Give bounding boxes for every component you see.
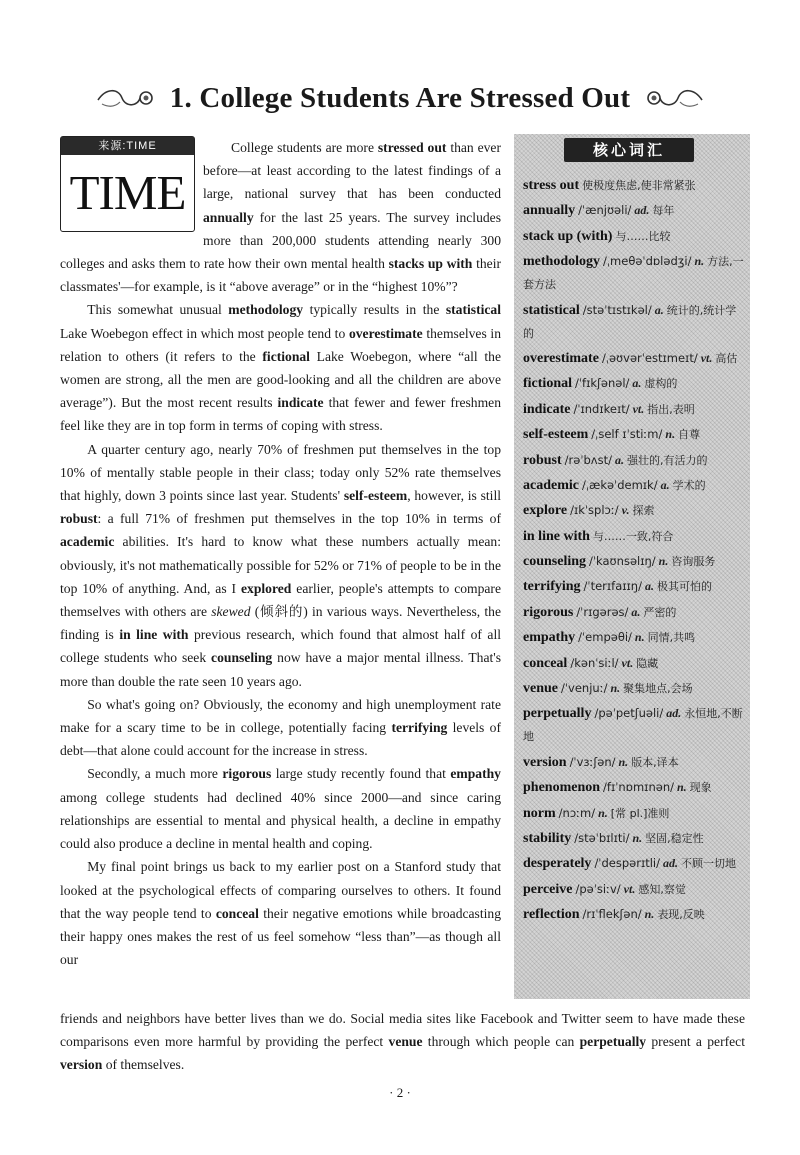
vocab-word: explore xyxy=(523,503,568,519)
vocab-definition: 感知,察觉 xyxy=(638,882,686,896)
vocab-phonetic: /ˌself ɪˈstiːm/ xyxy=(591,427,663,442)
vocab-phonetic: /fɪˈnɒmɪnən/ xyxy=(603,780,674,795)
vocab-definition: [常 pl.]准则 xyxy=(610,806,670,820)
vocab-phonetic: /ˈfɪkʃənəl/ xyxy=(575,376,630,391)
paragraph-5: Secondly, a much more rigorous large study recently found that empathy among college students had declined 40% since 2000—and since caring relationships are essential to mental and physical health, a decline in empathy could also produce a decline in mental health and coping. xyxy=(60,766,501,852)
article-title: 1. College Students Are Stressed Out xyxy=(169,81,631,114)
vocab-word: reflection xyxy=(523,907,580,923)
vocab-entry xyxy=(523,802,745,825)
vocab-pos: a. xyxy=(632,376,642,391)
vocab-pos: n. xyxy=(665,427,676,442)
vocab-definition: 版本,译本 xyxy=(631,755,679,769)
vocab-word: stress out xyxy=(523,178,580,193)
vocab-word: indicate xyxy=(523,401,571,417)
vocab-entry xyxy=(523,550,745,573)
vocab-entry xyxy=(523,652,745,675)
vocab-pos: ad. xyxy=(634,203,650,218)
vocab-word: in line with xyxy=(523,528,590,544)
vocab-word: stability xyxy=(523,830,572,846)
vocab-pos: a. xyxy=(614,452,624,467)
vocab-entry xyxy=(523,677,745,700)
vocab-definition: 咨询服务 xyxy=(671,555,716,569)
vocabulary-panel xyxy=(514,134,750,999)
vocab-pos: n. xyxy=(676,780,687,795)
vocab-word: desperately xyxy=(523,856,592,872)
vocab-pos: n. xyxy=(618,754,629,769)
vocab-word: methodology xyxy=(523,254,600,270)
vocab-phonetic: /stəˈbɪlɪti/ xyxy=(574,830,630,845)
vocab-entry xyxy=(523,474,745,497)
vocab-word: rigorous xyxy=(523,604,574,620)
vocab-word: fictional xyxy=(523,376,572,392)
paragraph-2: This somewhat unusual methodology typically results in the statistical Lake Woebegon effect in which most people tend to overestimate themselves in relation to others (it refers to the fictional Lake Woebegon, where “all the women are strong, all the men are good-looking and all the children are above average”). But the most recent results indicate that fewer and fewer freshmen feel like they are in top form in terms of coping with stress. xyxy=(60,302,501,434)
vocab-phonetic: /ˈɪndɪkeɪt/ xyxy=(573,401,630,416)
vocab-pos: ad. xyxy=(666,706,682,721)
vocab-entry xyxy=(523,174,745,197)
vocab-entry xyxy=(523,199,745,222)
vocab-entry xyxy=(523,499,745,522)
vocab-word: academic xyxy=(523,477,579,493)
paragraph-1: College students are more stressed out than ever before—at least according to the latest findings of a large, national survey that has been conducted annually for the last 25 years. The survey includes more than 200,000 students attending nearly 300 colleges and asks them to rate how their own mental health stacks up with their classmates'—for example, is it “above average” or in the “highest 10%”? xyxy=(60,140,501,295)
vocab-pos: vt. xyxy=(621,655,634,670)
article-body-bottom xyxy=(60,1007,745,1077)
vocab-entry xyxy=(523,776,745,799)
vocab-word: empathy xyxy=(523,630,576,646)
vocab-word: conceal xyxy=(523,655,568,671)
vocab-pos: v. xyxy=(621,503,630,518)
vocab-definition: 虚构的 xyxy=(644,377,678,391)
vocab-entry xyxy=(523,423,745,446)
vocab-phonetic: /ɪkˈsplɔː/ xyxy=(570,503,619,518)
vocabulary-heading: 核心词汇 xyxy=(564,138,694,162)
vocab-definition: 使极度焦虑,使非常紧张 xyxy=(582,179,696,192)
vocab-word: norm xyxy=(523,805,556,821)
paragraph-3: A quarter century ago, nearly 70% of freshmen put themselves in the top 10% of mentally stable people in their class; today only 52% rate themselves that highly, down 3 points since last year. Students' self-esteem, however, is still robust: a full 71% of freshmen put themselves in the top 10% in terms of academic abilities. It's hard to know what these numbers actually mean: obviously, it's not mathematically possible for 52% or 71% of people to be in the top 10% of anything. And, as I explored earlier, people's attempts to compare themselves with others are skewed (倾斜的) in various ways. Nevertheless, the finding is in line with previous research, which found that almost half of all college students who seek counseling now have a major mental illness. That's more than double the rate seen 10 years ago. xyxy=(60,441,502,689)
vocab-entry xyxy=(523,751,745,774)
vocab-pos: n. xyxy=(610,681,621,696)
page-number: · 2 · xyxy=(389,1085,411,1100)
vocab-entry xyxy=(523,878,745,901)
page-title xyxy=(0,80,800,115)
vocab-phonetic: /kənˈsiːl/ xyxy=(570,655,619,670)
vocab-phonetic: /ˈterɪfaɪɪŋ/ xyxy=(583,579,642,594)
vocab-entry xyxy=(523,347,745,370)
vocab-definition: 强壮的,有活力的 xyxy=(626,453,708,467)
vocab-phonetic: /stəˈtɪstɪkəl/ xyxy=(582,302,652,317)
vocab-definition: 表现,反映 xyxy=(657,908,705,922)
vocab-word: self-esteem xyxy=(523,427,589,443)
vocab-pos: a. xyxy=(631,604,641,619)
vocab-phonetic: /ˈkaʊnsəlɪŋ/ xyxy=(589,554,656,569)
vocab-definition: 指出,表明 xyxy=(647,402,695,416)
vocab-entry xyxy=(523,852,745,875)
vocab-definition: 坚固,稳定性 xyxy=(645,831,704,845)
vocab-phonetic: /rəˈbʌst/ xyxy=(564,452,612,467)
vocab-entry xyxy=(523,827,745,850)
vocab-definition: 同情,共鸣 xyxy=(647,631,696,645)
vocab-phonetic: /ˌækəˈdemɪk/ xyxy=(581,477,658,492)
vocab-entry xyxy=(523,299,745,345)
vocab-phonetic: /pəˈpetʃuəli/ xyxy=(594,706,664,721)
paragraph-6: My final point brings us back to my earlier post on a Stanford study that looked at the psychological effects of comparing ourselves to others. It found that the way people tend to conceal their negative emotions while broadcasting their happy ones makes the rest of us feel somehow “less than”—as though all our xyxy=(60,859,501,968)
vocab-definition: 现象 xyxy=(689,781,712,795)
vocab-phonetic: /rɪˈflekʃən/ xyxy=(582,907,642,922)
vocab-entry xyxy=(523,250,745,296)
vocab-entry xyxy=(523,702,745,748)
vocab-definition: 方法,一套方法 xyxy=(523,255,744,292)
vocab-word: perpetually xyxy=(523,706,592,722)
vocab-word: statistical xyxy=(523,302,580,318)
vocab-pos: a. xyxy=(654,302,664,317)
vocab-entry xyxy=(523,372,745,395)
vocab-definition: 统计的,统计学的 xyxy=(523,303,737,340)
vocab-word: terrifying xyxy=(523,579,581,595)
vocab-definition: 与……比较 xyxy=(615,229,671,243)
vocab-pos: ad. xyxy=(663,856,678,871)
vocab-definition: 隐藏 xyxy=(636,656,659,670)
vocab-definition: 自尊 xyxy=(678,428,701,442)
vocab-phonetic: /ˈænjʊəli/ xyxy=(578,203,632,218)
left-flourish-icon xyxy=(96,86,154,110)
vocab-phonetic: /ˈdespərɪtli/ xyxy=(594,856,660,871)
vocab-phonetic: /ˈrɪgərəs/ xyxy=(576,604,629,619)
vocab-entry xyxy=(523,398,745,421)
paragraph-4: So what's going on? Obviously, the economy and high unemployment rate make for a scary time to be in college, potentially facing terrifying levels of debt—that alone could account for the increase in stress. xyxy=(60,696,501,759)
vocab-word: overestimate xyxy=(523,350,599,366)
vocab-word: phenomenon xyxy=(523,780,601,796)
vocab-entry xyxy=(523,575,745,598)
vocab-word: annually xyxy=(523,203,576,219)
vocab-definition: 学术的 xyxy=(672,478,706,492)
vocab-pos: n. xyxy=(632,830,643,845)
paragraph-6-continued: friends and neighbors have better lives than we do. Social media sites like Facebook and Twitter seem to have made these comparisons even more harmful by providing the perfect venue through which people can perpetually present a perfect version of themselves. xyxy=(60,1011,745,1073)
vocab-entry xyxy=(523,903,745,926)
vocab-pos: n. xyxy=(634,630,645,645)
vocab-entry xyxy=(523,601,745,624)
vocab-definition: 探索 xyxy=(632,504,655,518)
vocab-pos: n. xyxy=(598,805,608,820)
vocab-entry xyxy=(523,449,745,472)
vocab-definition: 与……一致,符合 xyxy=(592,529,674,543)
vocab-pos: n. xyxy=(694,254,705,269)
vocab-phonetic: /ˌəʊvərˈestɪmeɪt/ xyxy=(601,350,698,365)
vocab-pos: n. xyxy=(644,907,655,922)
vocab-word: stack up (with) xyxy=(523,228,613,244)
vocab-phonetic: /ˈvɜːʃən/ xyxy=(569,754,616,769)
vocab-pos: a. xyxy=(660,477,670,492)
vocab-definition: 永恒地,不断地 xyxy=(523,707,743,744)
vocab-word: robust xyxy=(523,452,562,468)
vocab-entry xyxy=(523,225,745,248)
vocab-phonetic: /nɔːm/ xyxy=(558,805,596,820)
vocabulary-list xyxy=(523,174,745,929)
source-label: 来源:TIME xyxy=(61,137,194,155)
vocab-entry xyxy=(523,525,745,548)
right-flourish-icon xyxy=(646,86,704,110)
vocab-pos: a. xyxy=(644,579,654,594)
vocab-entry xyxy=(523,626,745,649)
vocab-pos: vt. xyxy=(632,401,645,416)
vocab-definition: 每年 xyxy=(652,204,675,218)
vocab-word: counseling xyxy=(523,554,587,570)
vocab-definition: 不顾一切地 xyxy=(681,857,736,871)
vocab-definition: 严密的 xyxy=(643,605,677,619)
vocab-pos: vt. xyxy=(623,881,636,896)
vocab-definition: 极其可怕的 xyxy=(656,580,712,594)
article-body-top xyxy=(60,136,501,971)
vocab-word: perceive xyxy=(523,881,573,897)
vocab-phonetic: /ˈempəθi/ xyxy=(578,630,632,645)
vocab-definition: 高估 xyxy=(715,351,738,365)
vocab-phonetic: /pəˈsiːv/ xyxy=(575,881,621,896)
vocab-pos: n. xyxy=(658,554,669,569)
time-logo: TIME xyxy=(69,165,186,220)
vocab-definition: 聚集地点,会场 xyxy=(623,682,693,696)
vocab-word: version xyxy=(523,754,567,770)
vocab-phonetic: /ˌmeθəˈdɒlədʒi/ xyxy=(603,254,692,269)
vocab-phonetic: /ˈvenjuː/ xyxy=(561,681,608,696)
vocab-pos: vt. xyxy=(700,350,713,365)
vocab-word: venue xyxy=(523,681,558,697)
